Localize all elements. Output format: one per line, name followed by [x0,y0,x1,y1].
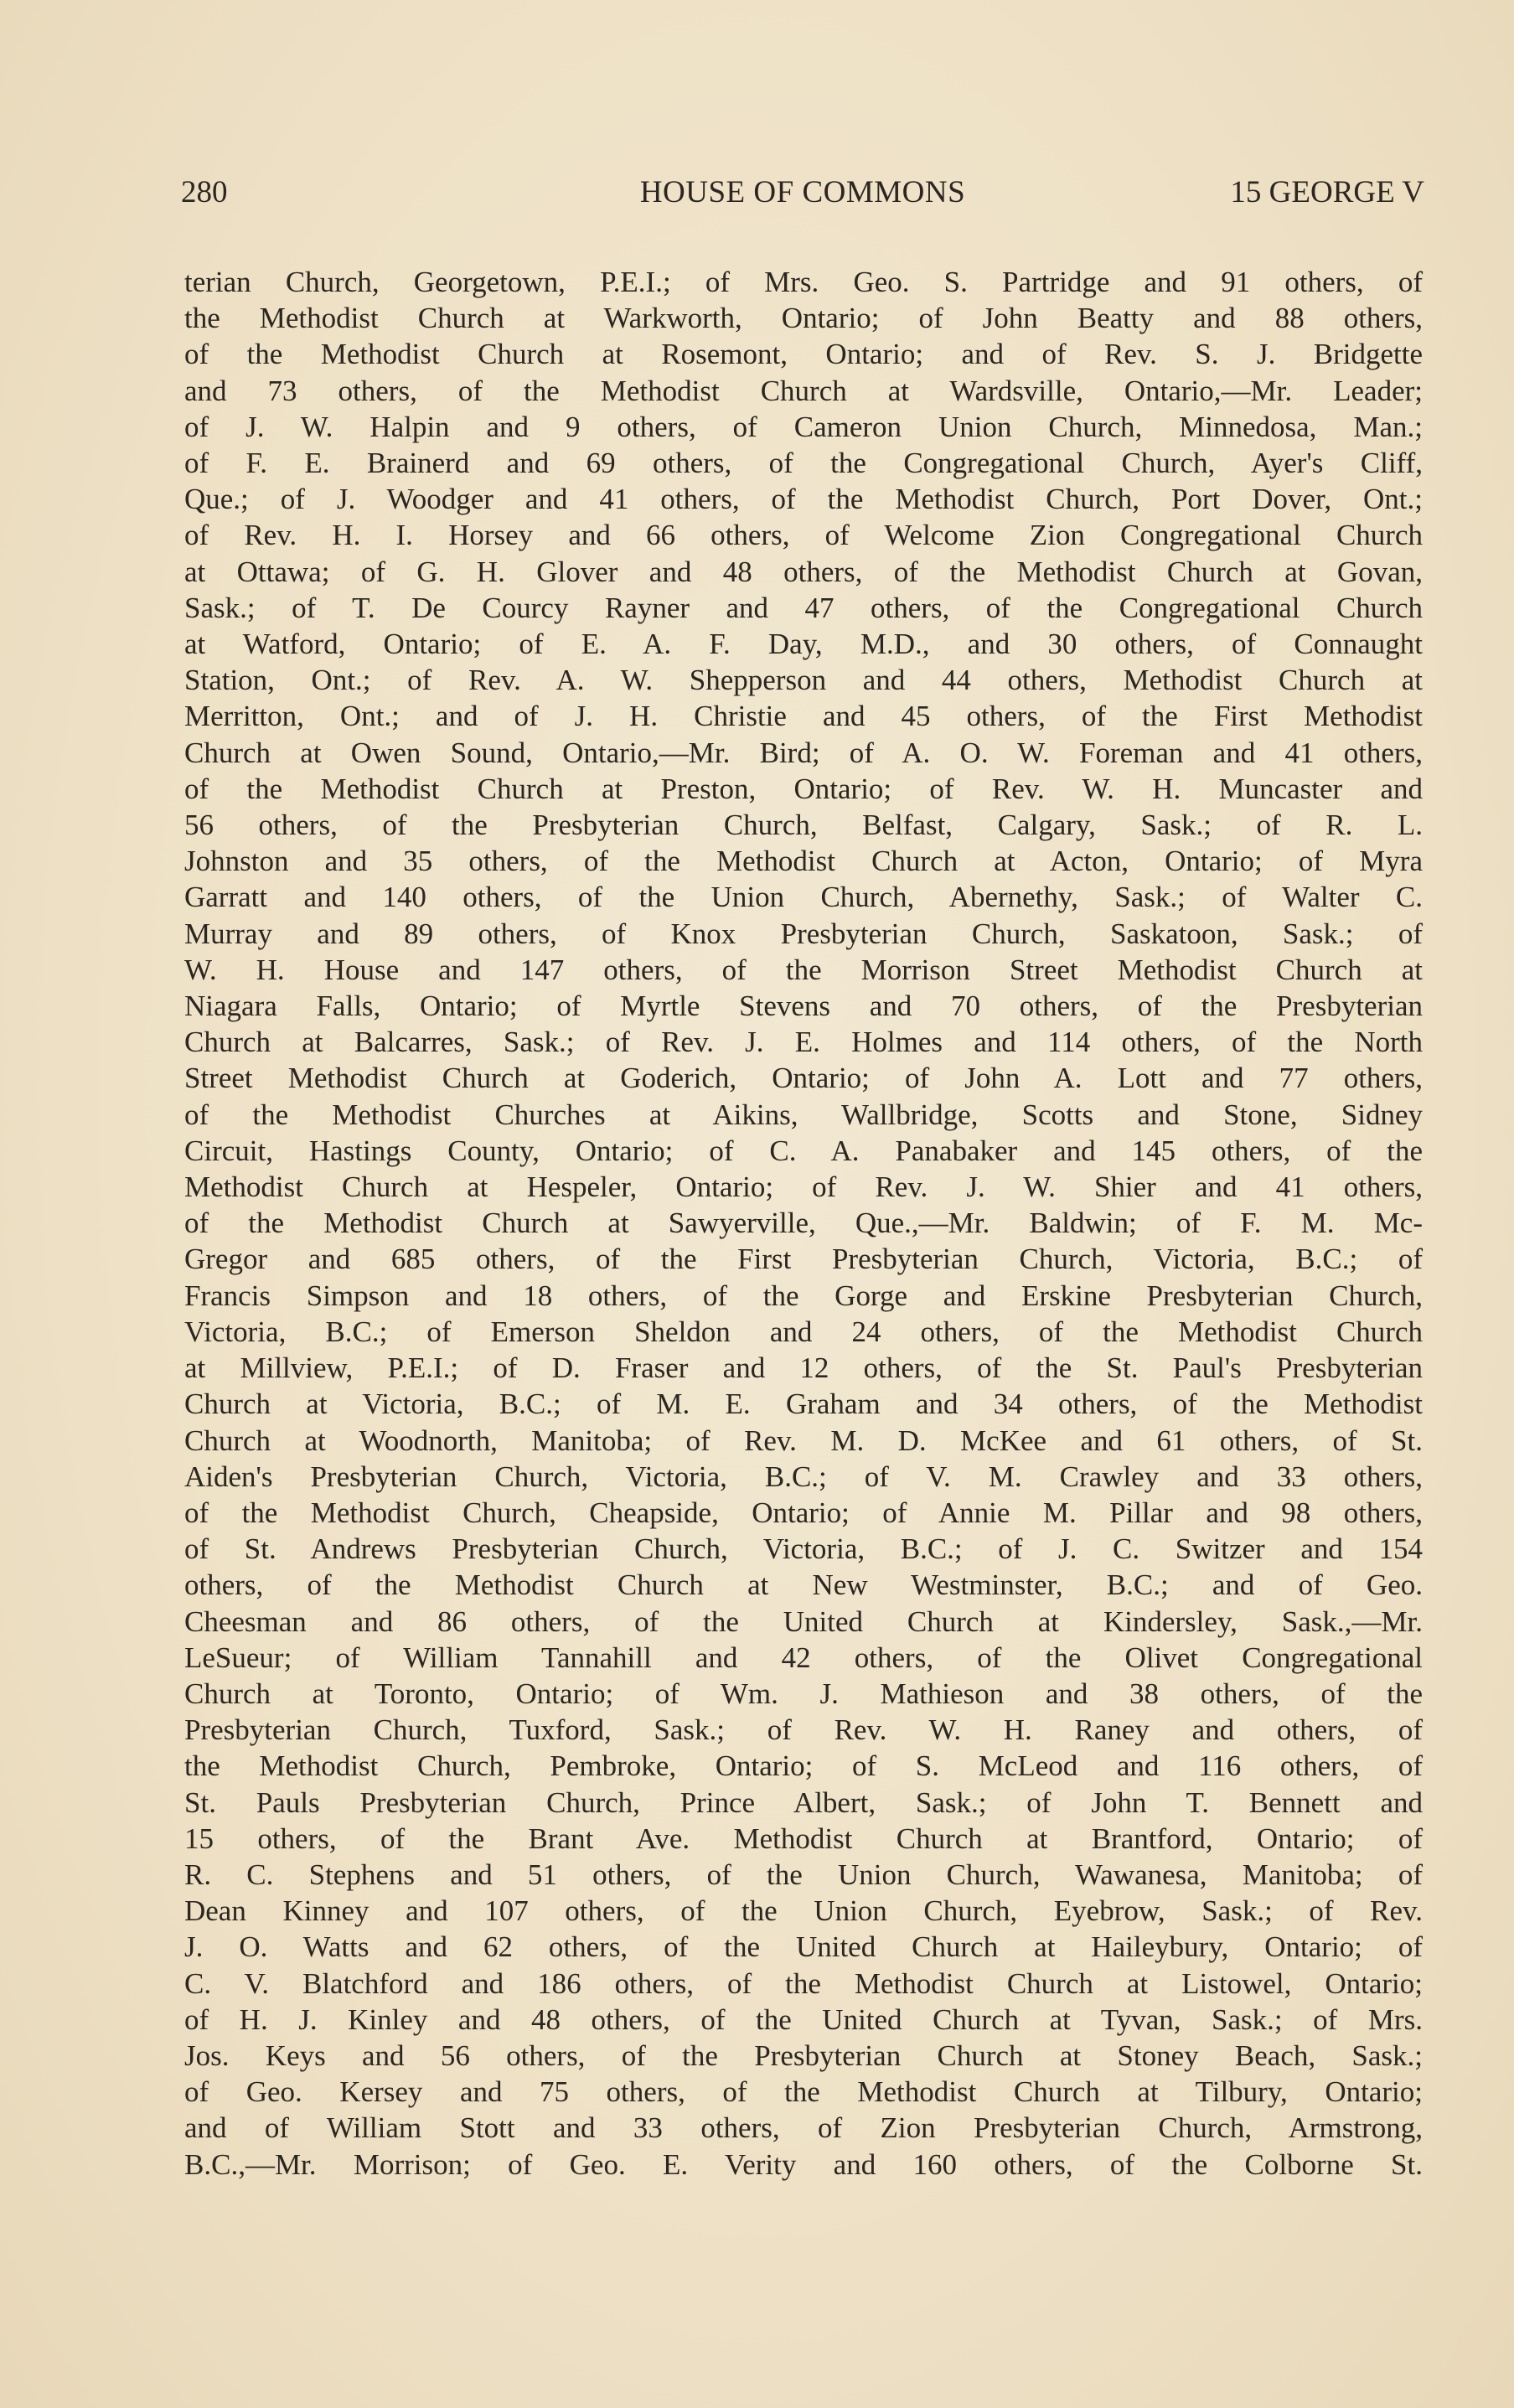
text-line: Church at Victoria, B.C.; of M. E. Graham and 34 others, of the Methodist [184,1387,1423,1421]
text-line: B.C.,—Mr. Morrison; of Geo. E. Verity and 160 others, of the Colborne St. [184,2147,1423,2181]
text-line: Johnston and 35 others, of the Methodist Church at Acton, Ontario; of Myra [184,845,1423,878]
text-line: Street Methodist Church at Goderich, Ontario; of John A. Lott and 77 others, [184,1062,1423,1095]
text-line: Sask.; of T. De Courcy Rayner and 47 others, of the Congregational Church [184,591,1423,624]
text-line: of H. J. Kinley and 48 others, of the United Church at Tyvan, Sask.; of Mrs. [184,2002,1423,2036]
text-line: Church at Owen Sound, Ontario,—Mr. Bird; of A. O. W. Foreman and 41 others, [184,736,1423,769]
text-line: 15 others, of the Brant Ave. Methodist Church at Brantford, Ontario; of [184,1822,1423,1855]
text-line: Methodist Church at Hespeler, Ontario; of Rev. J. W. Shier and 41 others, [184,1170,1423,1204]
text-line: Francis Simpson and 18 others, of the Gorge and Erskine Presbyterian Church, [184,1279,1423,1312]
text-line: C. V. Blatchford and 186 others, of the Methodist Church at Listowel, Ontario; [184,1966,1423,2000]
text-line: others, of the Methodist Church at New Westminster, B.C.; and of Geo. [184,1568,1423,1602]
text-line: Dean Kinney and 107 others, of the Union Church, Eyebrow, Sask.; of Rev. [184,1894,1423,1928]
text-line: Church at Woodnorth, Manitoba; of Rev. M. D. McKee and 61 others, of St. [184,1424,1423,1457]
text-line: the Methodist Church, Pembroke, Ontario; of S. McLeod and 116 others, of [184,1749,1423,1783]
page-header [181,174,1424,216]
text-line: of St. Andrews Presbyterian Church, Victoria, B.C.; of J. C. Switzer and 154 [184,1532,1423,1566]
text-line: Garratt and 140 others, of the Union Church, Abernethy, Sask.; of Walter C. [184,881,1423,914]
regnal-year: 15 GEORGE V [1230,175,1424,209]
text-line: Aiden's Presbyterian Church, Victoria, B.C.; of V. M. Crawley and 33 others, [184,1460,1423,1493]
text-line: Que.; of J. Woodger and 41 others, of the Methodist Church, Port Dover, Ont.; [184,483,1423,516]
running-title: HOUSE OF COMMONS [639,175,966,209]
text-line: of the Methodist Church, Cheapside, Ontario; of Annie M. Pillar and 98 others, [184,1496,1423,1529]
text-line: LeSueur; of William Tannahill and 42 others, of the Olivet Congregational [184,1641,1423,1674]
text-line: of Rev. H. I. Horsey and 66 others, of Welcome Zion Congregational Church [184,519,1423,552]
text-line: of J. W. Halpin and 9 others, of Cameron Union Church, Minnedosa, Man.; [184,410,1423,443]
text-line: Circuit, Hastings County, Ontario; of C. A. Panabaker and 145 others, of the [184,1134,1423,1167]
text-line: at Ottawa; of G. H. Glover and 48 others, of the Methodist Church at Govan, [184,555,1423,588]
text-line: 56 others, of the Presbyterian Church, Belfast, Calgary, Sask.; of R. L. [184,809,1423,842]
text-line: of the Methodist Churches at Aikins, Wallbridge, Scotts and Stone, Sidney [184,1098,1423,1131]
text-line: R. C. Stephens and 51 others, of the Union Church, Wawanesa, Manitoba; of [184,1858,1423,1891]
text-line: at Watford, Ontario; of E. A. F. Day, M.D., and 30 others, of Connaught [184,628,1423,661]
text-line: Niagara Falls, Ontario; of Myrtle Stevens and 70 others, of the Presbyterian [184,990,1423,1023]
text-line: St. Pauls Presbyterian Church, Prince Albert, Sask.; of John T. Bennett and [184,1785,1423,1819]
text-line: terian Church, Georgetown, P.E.I.; of Mrs. Geo. S. Partridge and 91 others, of [184,266,1423,298]
text-line: Cheesman and 86 others, of the United Church at Kindersley, Sask.,—Mr. [184,1604,1423,1638]
text-line: Station, Ont.; of Rev. A. W. Shepperson and 44 others, Methodist Church at [184,664,1423,697]
text-line: of the Methodist Church at Preston, Ontario; of Rev. W. H. Muncaster and [184,772,1423,805]
text-line: Gregor and 685 others, of the First Presbyterian Church, Victoria, B.C.; of [184,1243,1423,1276]
text-line: Jos. Keys and 56 others, of the Presbyterian Church at Stoney Beach, Sask.; [184,2039,1423,2072]
text-line: of the Methodist Church at Rosemont, Ontario; and of Rev. S. J. Bridgette [184,338,1423,371]
petition-list-body [184,264,1423,2183]
text-line: of the Methodist Church at Sawyerville, Que.,—Mr. Baldwin; of F. M. Mc- [184,1207,1423,1240]
text-line: Victoria, B.C.; of Emerson Sheldon and 24 others, of the Methodist Church [184,1315,1423,1348]
text-line: the Methodist Church at Warkworth, Ontario; of John Beatty and 88 others, [184,302,1423,335]
text-line: J. O. Watts and 62 others, of the United Church at Haileybury, Ontario; of [184,1930,1423,1964]
text-line: of Geo. Kersey and 75 others, of the Methodist Church at Tilbury, Ontario; [184,2075,1423,2109]
text-line: Presbyterian Church, Tuxford, Sask.; of Rev. W. H. Raney and others, of [184,1713,1423,1747]
text-line: and 73 others, of the Methodist Church at Wardsville, Ontario,—Mr. Leader; [184,374,1423,407]
text-line: Murray and 89 others, of Knox Presbyterian Church, Saskatoon, Sask.; of [184,917,1423,950]
text-line: of F. E. Brainerd and 69 others, of the Congregational Church, Ayer's Cliff, [184,447,1423,480]
page-number: 280 [181,175,228,209]
text-line: W. H. House and 147 others, of the Morrison Street Methodist Church at [184,953,1423,986]
text-line: Church at Balcarres, Sask.; of Rev. J. E. Holmes and 114 others, of the North [184,1026,1423,1059]
text-line: and of William Stott and 33 others, of Zion Presbyterian Church, Armstrong, [184,2111,1423,2145]
text-line: at Millview, P.E.I.; of D. Fraser and 12 others, of the St. Paul's Presbyterian [184,1351,1423,1385]
text-line: Merritton, Ont.; and of J. H. Christie and 45 others, of the First Methodist [184,700,1423,733]
text-line: Church at Toronto, Ontario; of Wm. J. Mathieson and 38 others, of the [184,1677,1423,1710]
